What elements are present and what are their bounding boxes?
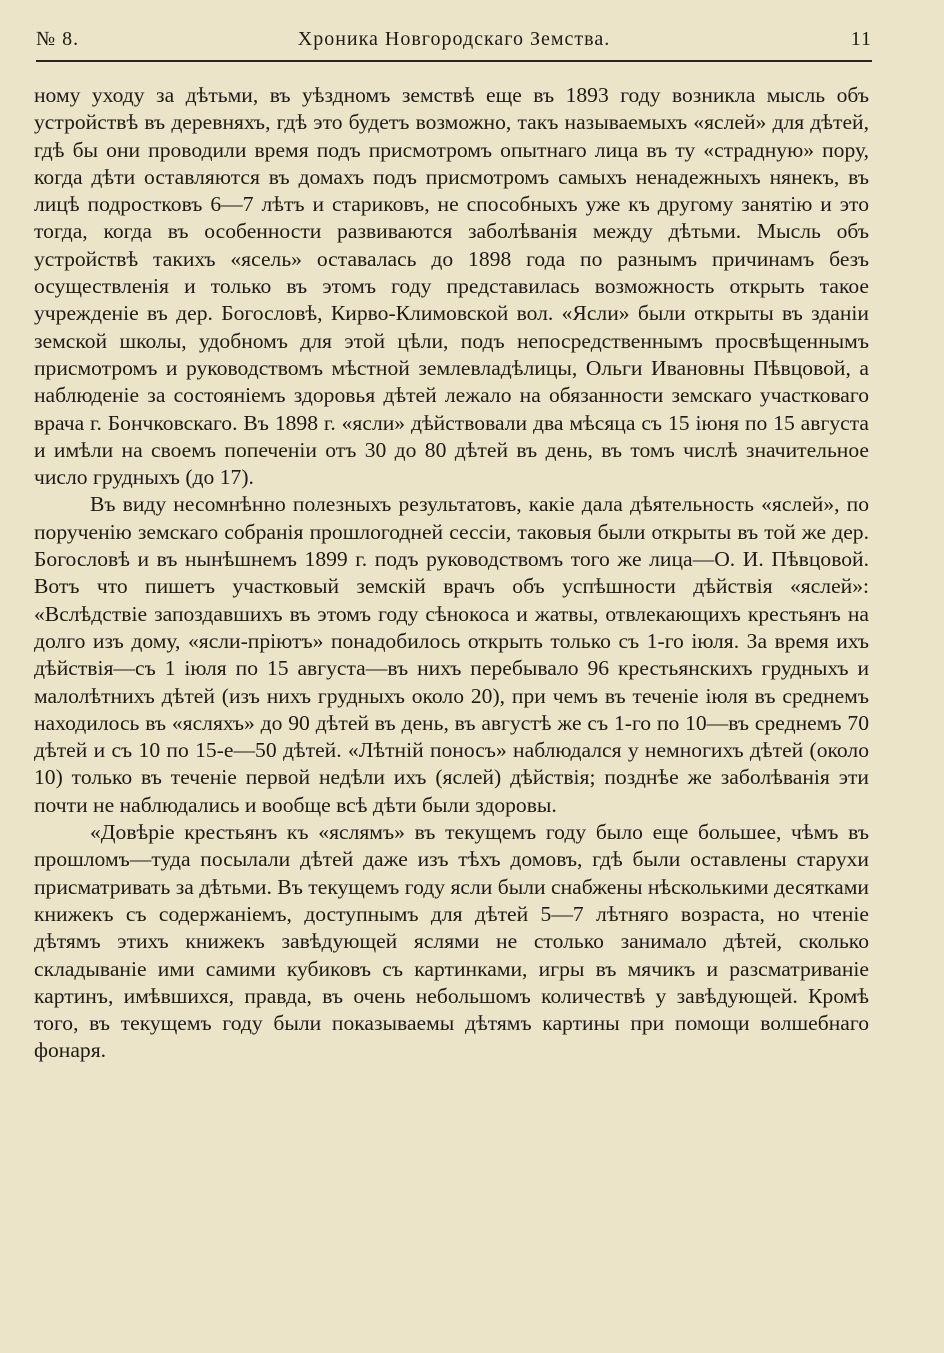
page-number: 11	[850, 28, 872, 50]
paragraph-3: «Довѣріе крестьянъ къ «яслямъ» въ текущемъ году было еще большее, чѣмъ въ прошломъ—туда посылали дѣтей даже изъ тѣхъ домовъ, гдѣ были оставлены старухи присматривать за дѣтьми. Въ текущемъ году ясли были снабжены нѣсколькими десятками книжекъ съ содержаніемъ, доступнымъ для дѣтей 5—7 лѣтняго возраста, но чтеніе дѣтямъ этихъ книжекъ завѣдующей яслями не столько занимало дѣтей, сколько складываніе ими самими кубиковъ съ картинками, игры въ мячикъ и разсматриваніе картинъ, имѣвшихся, правда, въ очень небольшомъ количествѣ у завѣдующей. Кромѣ того, въ текущемъ году были показываемы дѣтямъ картины при помощи волшебнаго фонаря.	[34, 820, 869, 1063]
running-header	[36, 24, 872, 60]
paragraph-1: ному уходу за дѣтьми, въ уѣздномъ земствѣ еще въ 1893 году возникла мысль объ устройствѣ въ деревняхъ, гдѣ это будетъ возможно, такъ называемыхъ «яслей» для дѣтей, гдѣ бы они проводили время подъ присмотромъ опытнаго лица въ ту «страдную» пору, когда дѣти оставляются въ домахъ подъ присмотромъ самыхъ ненадежныхъ нянекъ, въ лицѣ подростковъ 6—7 лѣтъ и стариковъ, не способныхъ уже къ другому занятію и это тогда, когда въ особенности развиваются заболѣванія между дѣтьми. Мысль объ устройствѣ такихъ «ясель» оставалась до 1898 года по разнымъ причинамъ безъ осуществленія и только въ этомъ году представилась возможность открыть такое учрежденіе въ дер. Богословѣ, Кирво-Климовской вол. «Ясли» были открыты въ зданіи земской школы, удобномъ для этой цѣли, подъ непосредственнымъ просвѣщеннымъ присмотромъ и руководствомъ мѣстной землевладѣлицы, Ольги Ивановны Пѣвцовой, а наблюденіе за состояніемъ здоровья дѣтей лежало на обязанности земскаго участковаго врача г. Бончковскаго. Въ 1898 г. «ясли» дѣйствовали два мѣсяца съ 15 іюня по 15 августа и имѣли на своемъ попеченіи отъ 30 до 80 дѣтей въ день, въ томъ числѣ значительное число грудныхъ (до 17).	[34, 83, 869, 490]
header-rule	[36, 60, 872, 62]
journal-title: Хроника Новгородскаго Земства.	[297, 28, 611, 50]
body-text	[34, 82, 869, 1065]
issue-number: № 8.	[36, 28, 80, 50]
paragraph-2: Въ виду несомнѣнно полезныхъ результатовъ, какіе дала дѣятельность «яслей», по порученію земскаго собранія прошлогодней сессіи, таковыя были открыты въ той же дер. Богословѣ и въ нынѣшнемъ 1899 г. подъ руководствомъ того же лица—О. И. Пѣвцовой. Вотъ что пишетъ участковый земскій врачъ объ успѣшности дѣйствія «яслей»: «Вслѣдствіе запоздавшихъ въ этомъ году сѣнокоса и жатвы, отвлекающихъ крестьянъ на долго изъ дому, «ясли-пріютъ» понадобилось открыть только съ 1-го іюля. За время ихъ дѣйствія—съ 1 іюля по 15 августа—въ нихъ перебывало 96 крестьянскихъ грудныхъ и малолѣтнихъ дѣтей (изъ нихъ грудныхъ около 20), при чемъ въ теченіе іюля въ среднемъ находилось въ «ясляхъ» до 90 дѣтей въ день, въ августѣ же съ 1-го по 10—въ среднемъ 70 дѣтей и съ 10 по 15-е—50 дѣтей. «Лѣтній поносъ» наблюдался у немногихъ дѣтей (около 10) только въ теченіе первой недѣли ихъ (яслей) дѣйствія; позднѣе же заболѣванія эти почти не наблюдались и вообще всѣ дѣти были здоровы.	[34, 492, 869, 817]
